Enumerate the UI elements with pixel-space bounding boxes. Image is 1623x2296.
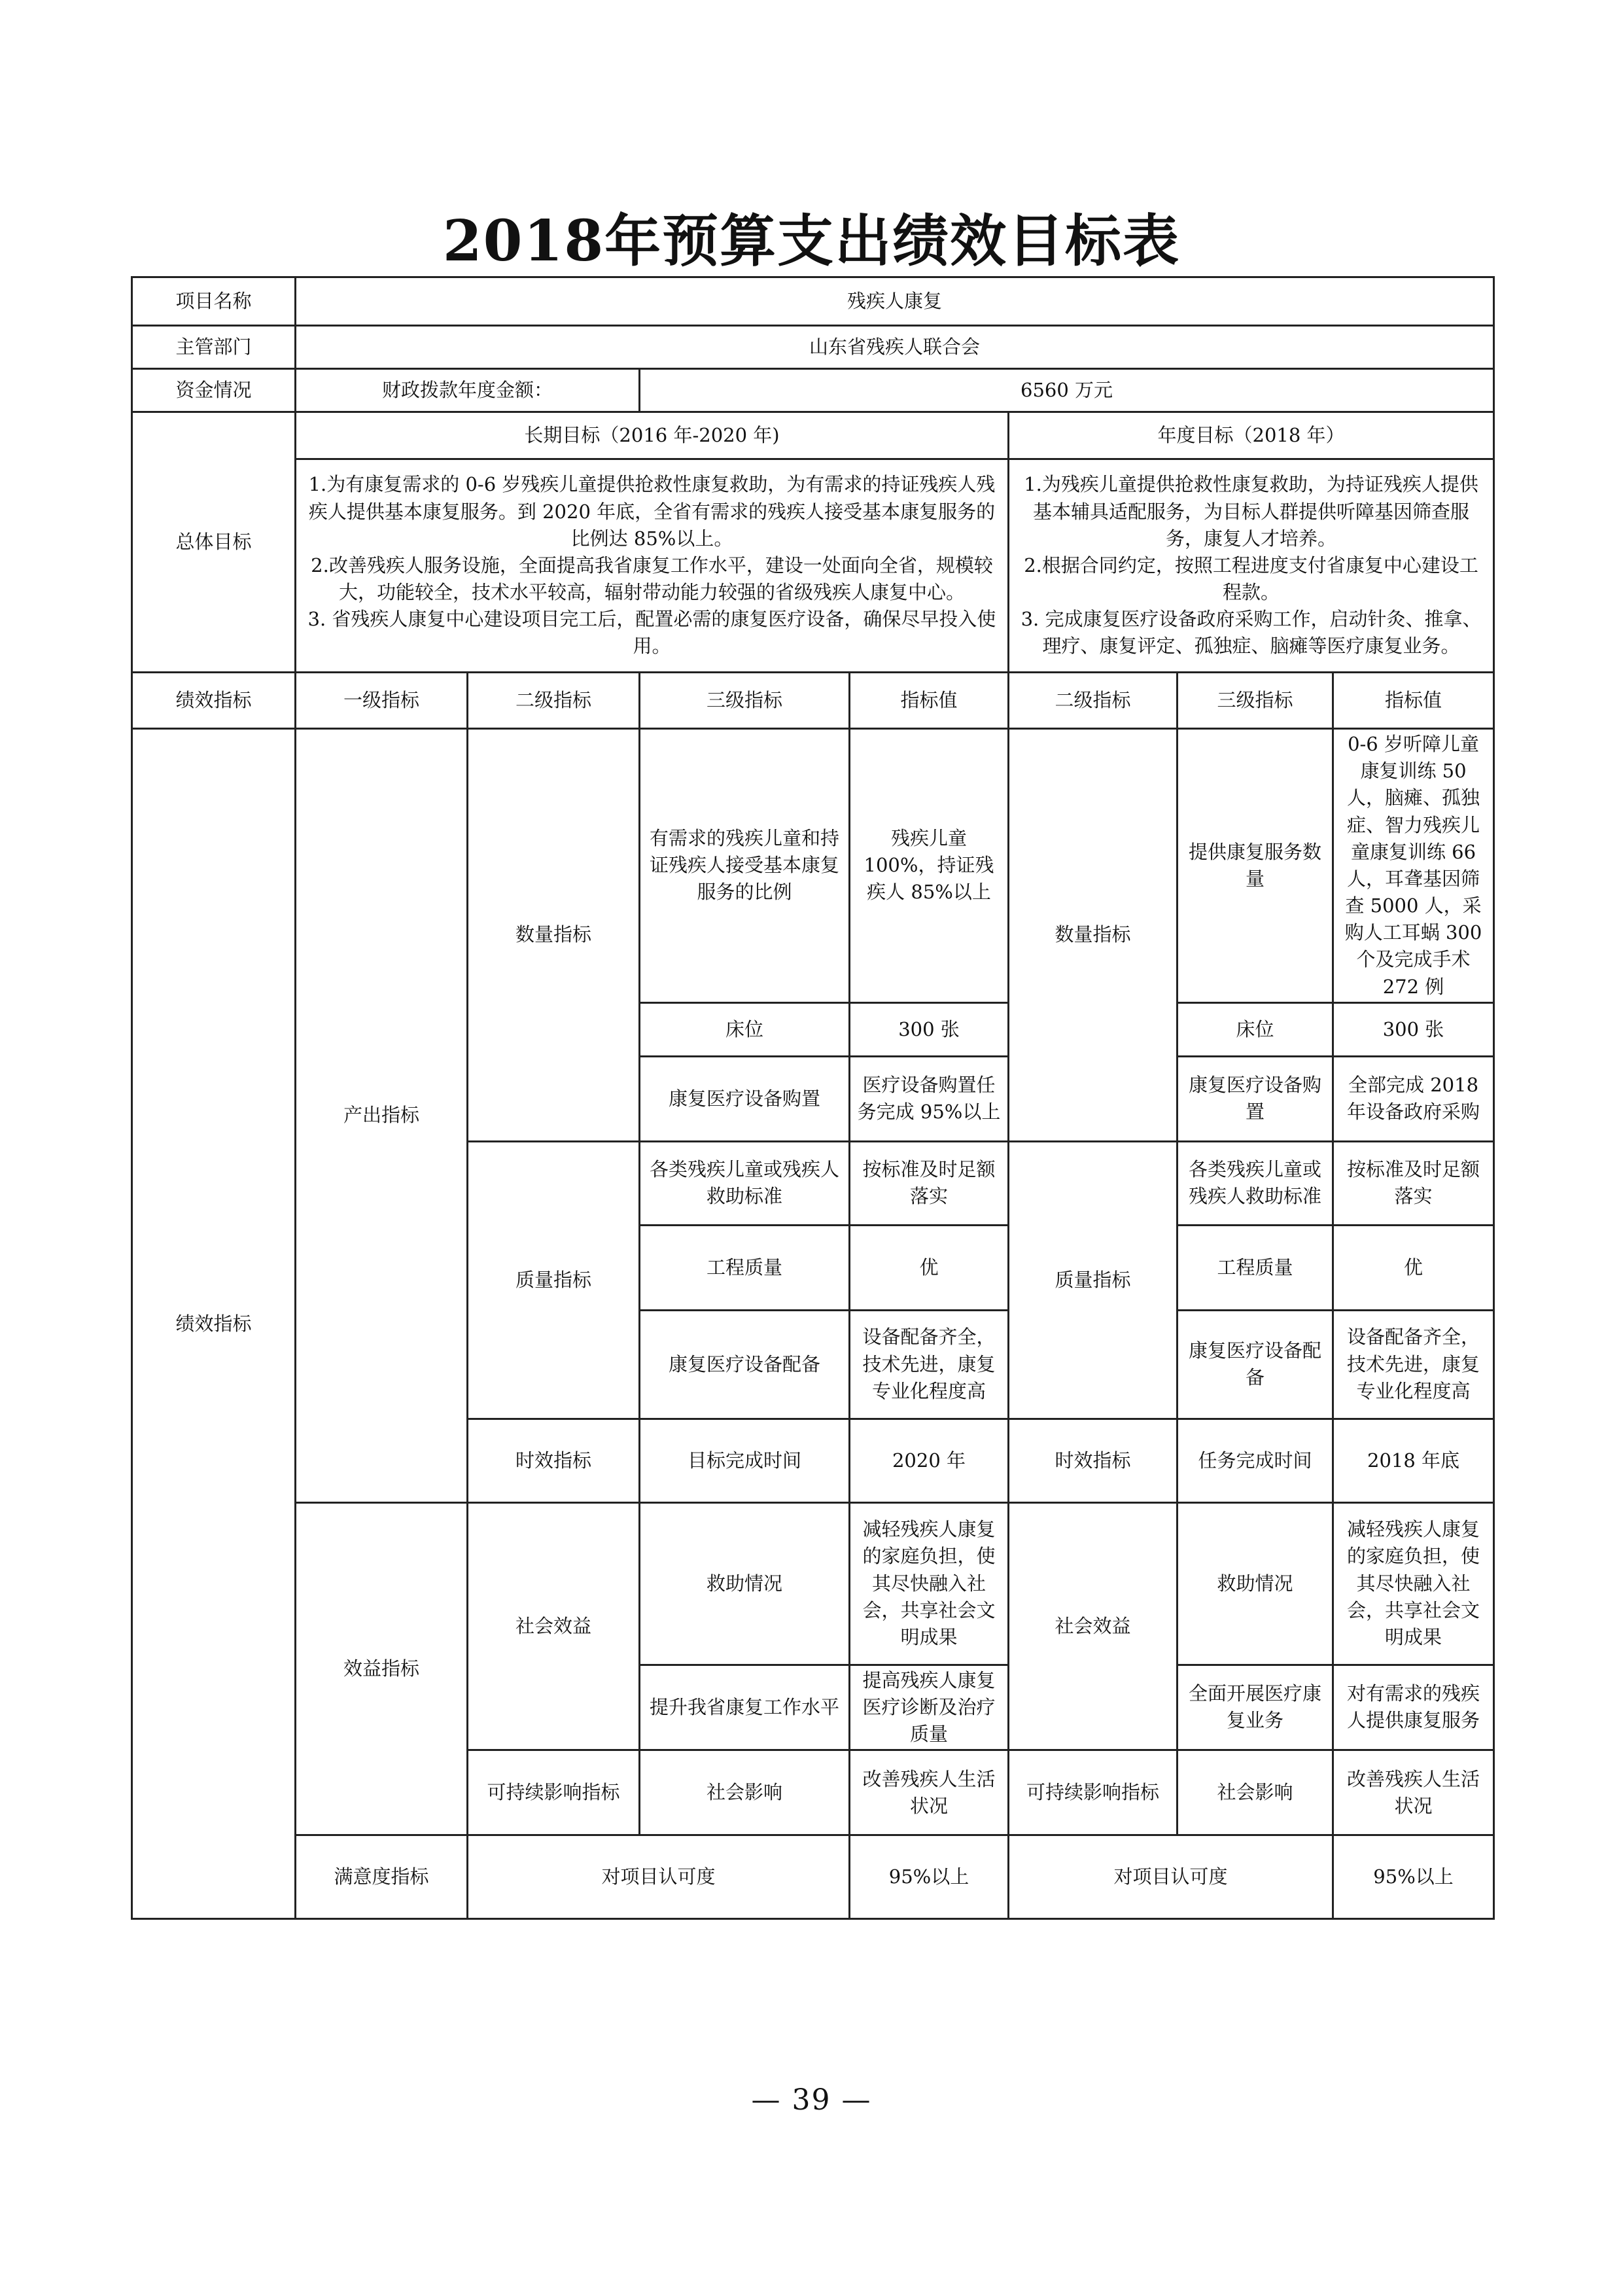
table-row xyxy=(132,326,1494,369)
header-value: 指标值 xyxy=(850,673,1009,729)
timeliness-indicator-annual: 时效指标 xyxy=(1009,1419,1178,1502)
cell-l3: 救助情况 xyxy=(640,1502,850,1665)
cell-l3-annual: 床位 xyxy=(1178,1002,1333,1056)
cell-value-annual: 全部完成 2018 年设备政府采购 xyxy=(1333,1056,1494,1141)
header-level1: 一级指标 xyxy=(296,673,468,729)
annual-goal-2: 2.根据合同约定，按照工程进度支付省康复中心建设工程款。 xyxy=(1024,554,1478,604)
performance-table xyxy=(131,276,1495,1920)
dept-label: 主管部门 xyxy=(132,326,296,369)
quantity-indicator-annual: 数量指标 xyxy=(1009,729,1178,1142)
header-perf-label: 绩效指标 xyxy=(132,673,296,729)
header-value-annual: 指标值 xyxy=(1333,673,1494,729)
cell-l3: 工程质量 xyxy=(640,1225,850,1310)
long-term-goal-1: 1.为有康复需求的 0-6 岁残疾儿童提供抢救性康复救助，为有需求的持证残疾人残疾人提供基本康复服务。到 2020 年底，全省有需求的残疾人接受基本康复服务的比例达 85%以上。 xyxy=(308,473,996,550)
cell-value-annual: 优 xyxy=(1333,1225,1494,1310)
cell-l3-annual: 康复医疗设备配备 xyxy=(1178,1310,1333,1419)
header-level2: 二级指标 xyxy=(468,673,640,729)
cell-l3: 提升我省康复工作水平 xyxy=(640,1665,850,1750)
table-row xyxy=(132,412,1494,459)
annual-goals xyxy=(1009,459,1494,673)
cell-l3-annual: 全面开展医疗康复业务 xyxy=(1178,1665,1333,1750)
cell-l3: 床位 xyxy=(640,1002,850,1056)
dept-name: 山东省残疾人联合会 xyxy=(296,326,1494,369)
cell-value: 残疾儿童100%，持证残疾人 85%以上 xyxy=(850,729,1009,1003)
project-name: 残疾人康复 xyxy=(296,277,1494,326)
cell-l3-annual: 对项目认可度 xyxy=(1009,1835,1333,1919)
annual-goal-3: 3. 完成康复医疗设备政府采购工作，启动针灸、推拿、理疗、康复评定、孤独症、脑瘫等医疗康复业务。 xyxy=(1021,608,1482,658)
page-number: — 39 — xyxy=(751,2083,872,2117)
table-row xyxy=(132,369,1494,412)
cell-value: 95%以上 xyxy=(850,1835,1009,1919)
table-row xyxy=(132,729,1494,1003)
header-level3-annual: 三级指标 xyxy=(1178,673,1333,729)
cell-value-annual: 95%以上 xyxy=(1333,1835,1494,1919)
benefit-indicator: 效益指标 xyxy=(296,1502,468,1835)
fund-sub-label: 财政拨款年度金额： xyxy=(296,369,640,412)
cell-l3: 目标完成时间 xyxy=(640,1419,850,1502)
cell-value: 提高残疾人康复医疗诊断及治疗质量 xyxy=(850,1665,1009,1750)
table-row xyxy=(132,1502,1494,1665)
cell-l3-annual: 任务完成时间 xyxy=(1178,1419,1333,1502)
cell-value-annual: 300 张 xyxy=(1333,1002,1494,1056)
cell-value: 300 张 xyxy=(850,1002,1009,1056)
social-benefit-annual: 社会效益 xyxy=(1009,1502,1178,1750)
table-row xyxy=(132,1835,1494,1919)
cell-l3-annual: 各类残疾儿童或残疾人救助标准 xyxy=(1178,1141,1333,1225)
cell-l3-annual: 提供康复服务数量 xyxy=(1178,729,1333,1003)
page-title: 2018年预算支出绩效目标表 xyxy=(442,208,1181,274)
cell-value: 医疗设备购置任务完成 95%以上 xyxy=(850,1056,1009,1141)
cell-l3-annual: 康复医疗设备购置 xyxy=(1178,1056,1333,1141)
long-term-goal-2: 2.改善残疾人服务设施，全面提高我省康复工作水平，建设一处面向全省，规模较大，功能较全，技术水平较高，辐射带动能力较强的省级残疾人康复中心。 xyxy=(311,554,993,604)
output-indicator: 产出指标 xyxy=(296,729,468,1503)
cell-value: 按标准及时足额落实 xyxy=(850,1141,1009,1225)
quality-indicator-annual: 质量指标 xyxy=(1009,1141,1178,1419)
cell-value: 设备配备齐全，技术先进，康复专业化程度高 xyxy=(850,1310,1009,1419)
fund-label: 资金情况 xyxy=(132,369,296,412)
project-name-label: 项目名称 xyxy=(132,277,296,326)
cell-value-annual: 按标准及时足额落实 xyxy=(1333,1141,1494,1225)
annual-header: 年度目标（2018 年） xyxy=(1009,412,1494,459)
sustainable-indicator: 可持续影响指标 xyxy=(468,1750,640,1835)
cell-value-annual: 改善残疾人生活状况 xyxy=(1333,1750,1494,1835)
cell-l3: 康复医疗设备配备 xyxy=(640,1310,850,1419)
table-row xyxy=(132,277,1494,326)
table-row xyxy=(132,673,1494,729)
cell-value: 改善残疾人生活状况 xyxy=(850,1750,1009,1835)
cell-value-annual: 设备配备齐全，技术先进，康复专业化程度高 xyxy=(1333,1310,1494,1419)
cell-l3: 有需求的残疾儿童和持证残疾人接受基本康复服务的比例 xyxy=(640,729,850,1003)
cell-value-annual: 对有需求的残疾人提供康复服务 xyxy=(1333,1665,1494,1750)
cell-l3: 对项目认可度 xyxy=(468,1835,850,1919)
cell-l3: 各类残疾儿童或残疾人救助标准 xyxy=(640,1141,850,1225)
satisfaction-indicator: 满意度指标 xyxy=(296,1835,468,1919)
cell-value: 2020 年 xyxy=(850,1419,1009,1502)
cell-l3: 康复医疗设备购置 xyxy=(640,1056,850,1141)
header-level2-annual: 二级指标 xyxy=(1009,673,1178,729)
perf-label: 绩效指标 xyxy=(132,729,296,1919)
cell-value-annual: 2018 年底 xyxy=(1333,1419,1494,1502)
annual-goal-1: 1.为残疾儿童提供抢救性康复救助，为持证残疾人提供基本辅具适配服务，为目标人群提供听障基因筛查服务，康复人才培养。 xyxy=(1024,473,1478,550)
social-benefit: 社会效益 xyxy=(468,1502,640,1750)
cell-l3-annual: 工程质量 xyxy=(1178,1225,1333,1310)
fund-value: 6560 万元 xyxy=(640,369,1494,412)
cell-value-annual: 0-6 岁听障儿童康复训练 50 人，脑瘫、孤独症、智力残疾儿童康复训练 66 人，耳聋基因筛查 5000 人，采购人工耳蜗 300 个及完成手术 272 例 xyxy=(1333,729,1494,1003)
long-term-goals xyxy=(296,459,1009,673)
cell-value-annual: 减轻残疾人康复的家庭负担，使其尽快融入社会，共享社会文明成果 xyxy=(1333,1502,1494,1665)
sustainable-indicator-annual: 可持续影响指标 xyxy=(1009,1750,1178,1835)
cell-value: 减轻残疾人康复的家庭负担，使其尽快融入社会，共享社会文明成果 xyxy=(850,1502,1009,1665)
long-term-goal-3: 3. 省残疾人康复中心建设项目完工后，配置必需的康复医疗设备，确保尽早投入使用。 xyxy=(307,608,996,658)
cell-l3: 社会影响 xyxy=(640,1750,850,1835)
cell-l3-annual: 社会影响 xyxy=(1178,1750,1333,1835)
quality-indicator: 质量指标 xyxy=(468,1141,640,1419)
quantity-indicator: 数量指标 xyxy=(468,729,640,1142)
cell-l3-annual: 救助情况 xyxy=(1178,1502,1333,1665)
table-row xyxy=(132,459,1494,673)
cell-value: 优 xyxy=(850,1225,1009,1310)
header-level3: 三级指标 xyxy=(640,673,850,729)
goals-label: 总体目标 xyxy=(132,412,296,673)
long-term-header: 长期目标（2016 年-2020 年) xyxy=(296,412,1009,459)
timeliness-indicator: 时效指标 xyxy=(468,1419,640,1502)
